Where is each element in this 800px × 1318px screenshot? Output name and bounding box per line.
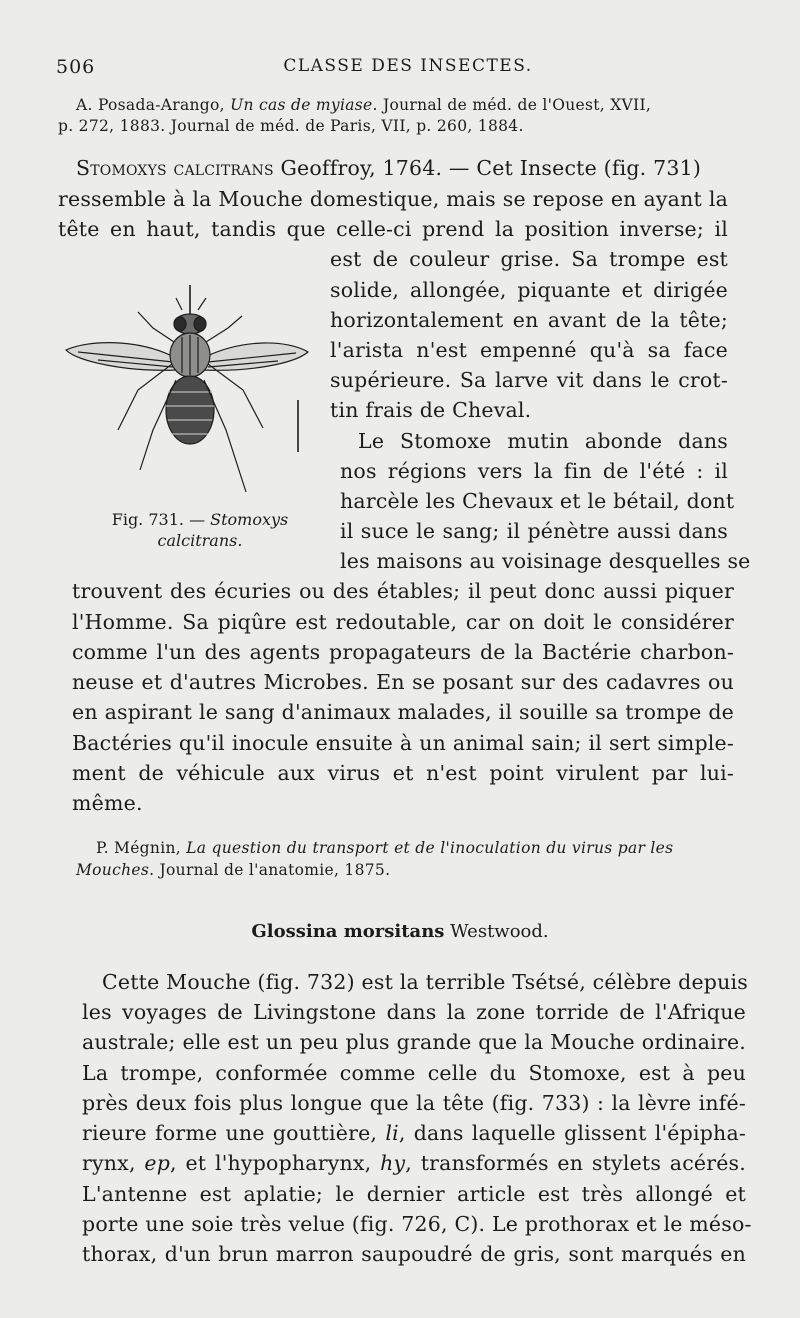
paragraph-line: l'Homme. Sa piqûre est redoutable, car on doit le considérer: [72, 610, 734, 634]
figure-stomoxys-illustration: [58, 280, 310, 500]
paragraph-line: trouvent des écuries ou des étables; il peut donc aussi piquer: [72, 579, 734, 603]
paragraph-line: ment de véhicule aux virus et n'est point virulent par lui-: [72, 761, 734, 785]
paragraph-line: porte une soie très velue (fig. 726, C). Le prothorax et le méso-: [82, 1212, 752, 1236]
paragraph-line: ressemble à la Mouche domestique, mais se repose en ayant la: [58, 187, 728, 211]
reference-megnin-line2: Mouches. Journal de l'anatomie, 1875.: [76, 861, 391, 879]
paragraph-line: harcèle les Chevaux et le bétail, dont: [340, 489, 735, 513]
paragraph-line: horizontalement en avant de la tête;: [330, 308, 728, 332]
stomoxys-heading: Stomoxys calcitrans Geoffroy, 1764. — Cet Insecte (fig. 731): [76, 156, 702, 180]
figure-caption: Fig. 731. — Stomoxys calcitrans.: [111, 510, 289, 550]
paragraph-line: l'arista n'est empenné qu'à sa face: [330, 338, 728, 362]
paragraph-line: Le Stomoxe mutin abonde dans: [358, 429, 728, 453]
fly-drawing: [58, 280, 310, 500]
paragraph-line: les voyages de Livingstone dans la zone torride de l'Afrique: [82, 1000, 746, 1024]
reference-megnin-line1: P. Mégnin, La question du transport et de l'inoculation du virus par les: [96, 839, 674, 857]
paragraph-line: tête en haut, tandis que celle-ci prend la position inverse; il: [58, 217, 728, 241]
paragraph-line: nos régions vers la fin de l'été : il: [340, 459, 728, 483]
paragraph-line: solide, allongée, piquante et dirigée: [330, 278, 728, 302]
running-head: CLASSE DES INSECTES.: [283, 56, 533, 76]
paragraph-line: tin frais de Cheval.: [330, 398, 532, 422]
page-number: 506: [56, 56, 96, 78]
paragraph-line: près deux fois plus longue que la tête (fig. 733) : la lèvre infé-: [82, 1091, 746, 1115]
paragraph-line: est de couleur grise. Sa trompe est: [330, 247, 728, 271]
paragraph-line: australe; elle est un peu plus grande que la Mouche ordinaire.: [82, 1030, 746, 1054]
paragraph-line: les maisons au voisinage desquelles se: [340, 549, 751, 573]
reference-posada-line1: A. Posada-Arango, Un cas de myiase. Journal de méd. de l'Ouest, XVII,: [76, 96, 652, 114]
paragraph-line: même.: [72, 791, 143, 815]
reference-posada-line2: p. 272, 1883. Journal de méd. de Paris, VII, p. 260, 1884.: [58, 117, 524, 135]
section-title-glossina: Glossina morsitans Westwood.: [251, 921, 549, 942]
paragraph-line: thorax, d'un brun marron saupoudré de gris, sont marqués en: [82, 1242, 746, 1266]
page-header: [56, 56, 760, 82]
paragraph-line: Bactéries qu'il inocule ensuite à un animal sain; il sert simple-: [72, 731, 734, 755]
paragraph-line: neuse et d'autres Microbes. En se posant sur des cadavres ou: [72, 670, 734, 694]
paragraph-line: en aspirant le sang d'animaux malades, il souille sa trompe de: [72, 700, 734, 724]
paragraph-line: La trompe, conformée comme celle du Stomoxe, est à peu: [82, 1061, 746, 1085]
paragraph-line: L'antenne est aplatie; le dernier article est très allongé et: [82, 1182, 746, 1206]
paragraph-line: comme l'un des agents propagateurs de la Bactérie charbon-: [72, 640, 734, 664]
paragraph-line: rieure forme une gouttière, li, dans laquelle glissent l'épipha-: [82, 1121, 746, 1145]
paragraph-line: Cette Mouche (fig. 732) est la terrible Tsétsé, célèbre depuis: [102, 970, 748, 994]
paragraph-line: supérieure. Sa larve vit dans le crot-: [330, 368, 728, 392]
paragraph-line: rynx, ep, et l'hypopharynx, hy, transformés en stylets acérés.: [82, 1151, 746, 1175]
paragraph-line: il suce le sang; il pénètre aussi dans: [340, 519, 728, 543]
